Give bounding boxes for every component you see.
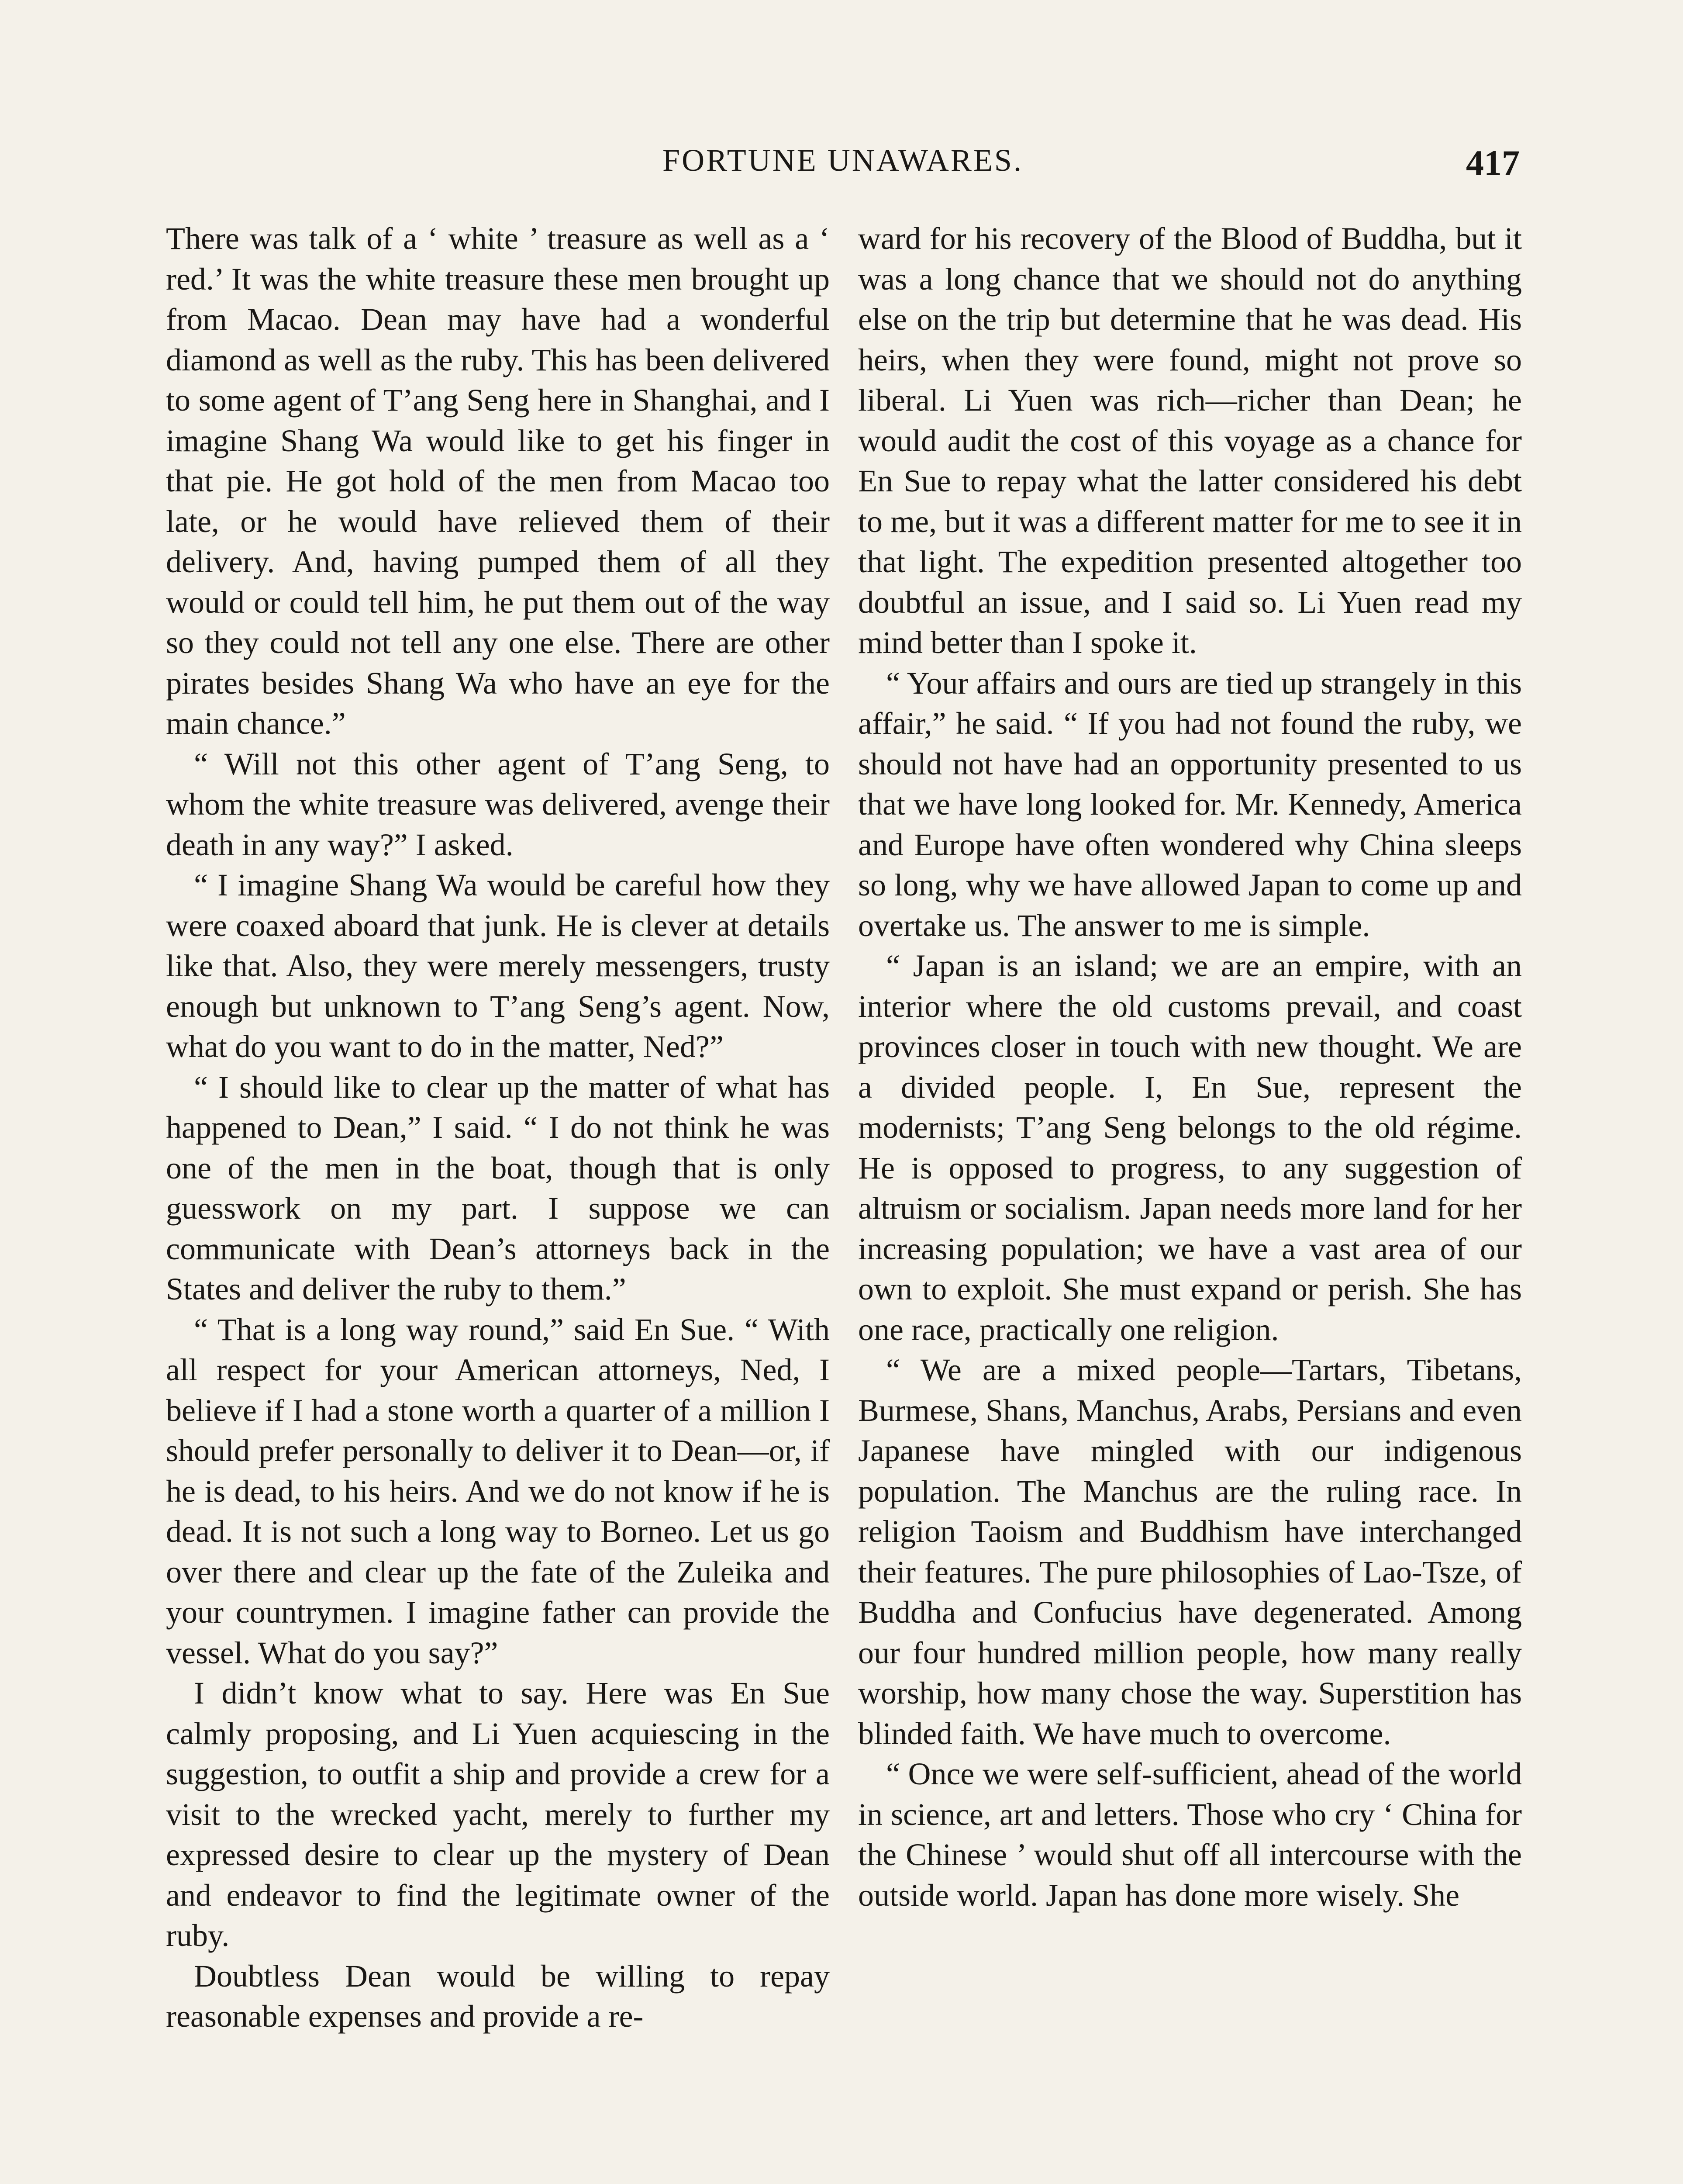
running-title: FORTUNE UNAWARES.: [662, 143, 1023, 178]
running-head: [166, 142, 1520, 190]
paragraph: “ Will not this other agent of T’ang Seng, to whom the white treasure was delivered, avenge their death in any way?” I asked.: [166, 746, 830, 862]
paragraph: “ We are a mixed people—Tartars, Tibetans, Burmese, Shans, Manchus, Arabs, Persians and even Japanese have mingled with our indigenous population. The Manchus are the ruling race. In religion Taoism and Buddhism have interchanged their features. The pure philosophies of Lao-Tsze, of Buddha and Confucius have degenerated. Among our four hundred million people, how many really worship, how many chose the way. Superstition has blinded faith. We have much to overcome.: [858, 1352, 1522, 1751]
page-number: 417: [1466, 143, 1520, 183]
paragraph: “ Your affairs and ours are tied up strangely in this affair,” he said. “ If you had not found the ruby, we should not have had an opportunity presented to us that we have long looked for. Mr. Kennedy, America and Europe have often wondered why China sleeps so long, why we have allowed Japan to come up and overtake us. The answer to me is simple.: [858, 665, 1522, 943]
paragraph: “ That is a long way round,” said En Sue. “ With all respect for your American attorneys, Ned, I believe if I had a stone worth a quarter of a million I should prefer personally to deliver it to Dean—or, if he is dead, to his heirs. And we do not know if he is dead. It is not such a long way to Borneo. Let us go over there and clear up the fate of the Zuleika and your countrymen. I imagine father can provide the vessel. What do you say?”: [166, 1312, 830, 1670]
paragraph: Doubtless Dean would be willing to repay reasonable expenses and provide a re-: [166, 1958, 830, 2034]
paragraph: I didn’t know what to say. Here was En Sue calmly proposing, and Li Yuen acquiescing in the suggestion, to outfit a ship and provide a crew for a visit to the wrecked yacht, merely to further my expressed desire to clear up the mystery of Dean and endeavor to find the legitimate owner of the ruby.: [166, 1676, 830, 1953]
paragraph: “ I should like to clear up the matter of what has happened to Dean,” I said. “ I do not think he was one of the men in the boat, though that is only guesswork on my part. I suppose we can communicate with Dean’s attorneys back in the States and deliver the ruby to them.”: [166, 1069, 830, 1306]
paragraph: “ Once we were self-sufficient, ahead of the world in science, art and letters. Those who cry ‘ China for the Chinese ’ would shut off all intercourse with the outside world. Japan has done more wisely. She: [858, 1756, 1522, 1913]
right-column: [858, 218, 1522, 1915]
paragraph: “ Japan is an island; we are an empire, with an interior where the old customs prevail, and coast provinces closer in touch with new thought. We are a divided people. I, En Sue, represent the modernists; T’ang Seng belongs to the old régime. He is opposed to progress, to any suggestion of altruism or socialism. Japan needs more land for her increasing population; we have a vast area of our own to exploit. She must expand or perish. She has one race, practically one religion.: [858, 948, 1522, 1347]
paragraph: “ I imagine Shang Wa would be careful how they were coaxed aboard that junk. He is clever at details like that. Also, they were merely messengers, trusty enough but unknown to T’ang Seng’s agent. Now, what do you want to do in the matter, Ned?”: [166, 867, 830, 1064]
left-column: [166, 218, 830, 2037]
paragraph: ward for his recovery of the Blood of Buddha, but it was a long chance that we should not do anything else on the trip but determine that he was dead. His heirs, when they were found, might not prove so liberal. Li Yuen was rich—richer than Dean; he would audit the cost of this voyage as a chance for En Sue to repay what the latter considered his debt to me, but it was a different matter for me to see it in that light. The expedition presented altogether too doubtful an issue, and I said so. Li Yuen read my mind better than I spoke it.: [858, 221, 1522, 660]
paragraph: There was talk of a ‘ white ’ treasure as well as a ‘ red.’ It was the white treasure these men brought up from Macao. Dean may have had a wonderful diamond as well as the ruby. This has been delivered to some agent of T’ang Seng here in Shanghai, and I imagine Shang Wa would like to get his finger in that pie. He got hold of the men from Macao too late, or he would have relieved them of their delivery. And, having pumped them of all they would or could tell him, he put them out of the way so they could not tell any one else. There are other pirates besides Shang Wa who have an eye for the main chance.”: [166, 221, 830, 741]
